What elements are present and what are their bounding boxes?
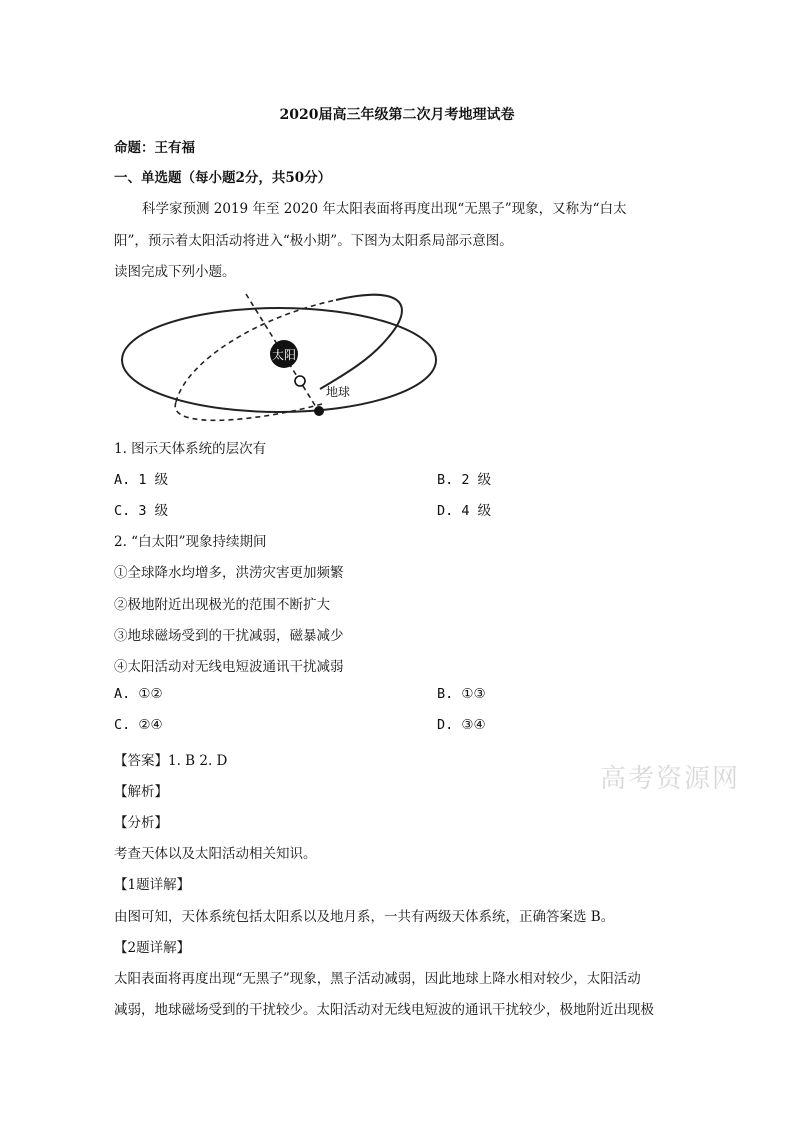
fenxi-text: 考查天体以及太阳活动相关知识。: [114, 846, 317, 862]
q2-option-c: C. ②④: [114, 717, 163, 733]
q1-option-d: D. 4 级: [437, 503, 492, 519]
q2-statement-4: ④太阳活动对无线电短波通讯干扰减弱: [114, 659, 344, 675]
q1-option-b: B. 2 级: [437, 472, 492, 488]
intro-line-2: 阳”，预示着太阳活动将进入“极小期”。下图为太阳系局部示意图。: [114, 233, 513, 249]
q1-option-a: A. 1 级: [114, 472, 169, 488]
fenxi-heading: 【分析】: [114, 815, 168, 831]
author-line: 命题：王有福: [114, 140, 195, 156]
q1-stem: 1. 图示天体系统的层次有: [114, 441, 267, 457]
sun-label: 太阳: [271, 348, 297, 362]
watermark: 高考资源网: [600, 764, 741, 794]
q2-detail-heading: 【2题详解】: [114, 940, 191, 956]
q2-detail-line-2: 减弱，地球磁场受到的干扰较少。太阳活动对无线电短波的通讯干扰较少，极地附近出现极: [114, 1002, 654, 1018]
q2-option-a: A. ①②: [114, 686, 163, 702]
q1-detail-heading: 【1题详解】: [114, 877, 191, 893]
answer-line: 【答案】1. B 2. D: [114, 753, 228, 769]
q1-option-c: C. 3 级: [114, 503, 169, 519]
q1-detail-text: 由图可知，天体系统包括太阳系以及地月系，一共有两级天体系统，正确答案选 B。: [114, 909, 615, 925]
q2-option-b: B. ①③: [437, 686, 486, 702]
q2-statement-1: ①全球降水均增多，洪涝灾害更加频繁: [114, 565, 344, 581]
q2-statement-3: ③地球磁场受到的干扰减弱，磁暴减少: [114, 628, 344, 644]
earth-icon: [295, 376, 305, 386]
paper-title: 2020届高三年级第二次月考地理试卷: [279, 107, 515, 123]
intro-line-1: 科学家预测 2019 年至 2020 年太阳表面将再度出现“无黑子”现象，又称为“白太: [142, 201, 627, 217]
q2-stem: 2. “白太阳”现象持续期间: [114, 534, 267, 550]
analysis-heading: 【解析】: [114, 784, 168, 800]
moon-icon: [314, 406, 324, 416]
solar-system-diagram: [116, 292, 440, 422]
q2-option-d: D. ③④: [437, 717, 486, 733]
moon-orbit-solid: [320, 295, 402, 389]
q2-detail-line-1: 太阳表面将再度出现“无黑子”现象，黑子活动减弱，因此地球上降水相对较少，太阳活动: [114, 971, 641, 987]
earth-label: 地球: [326, 385, 351, 399]
intro-line-3: 读图完成下列小题。: [114, 264, 236, 280]
q2-statement-2: ②极地附近出现极光的范围不断扩大: [114, 597, 330, 613]
section-heading: 一、单选题（每小题2分，共50分）: [114, 170, 332, 186]
